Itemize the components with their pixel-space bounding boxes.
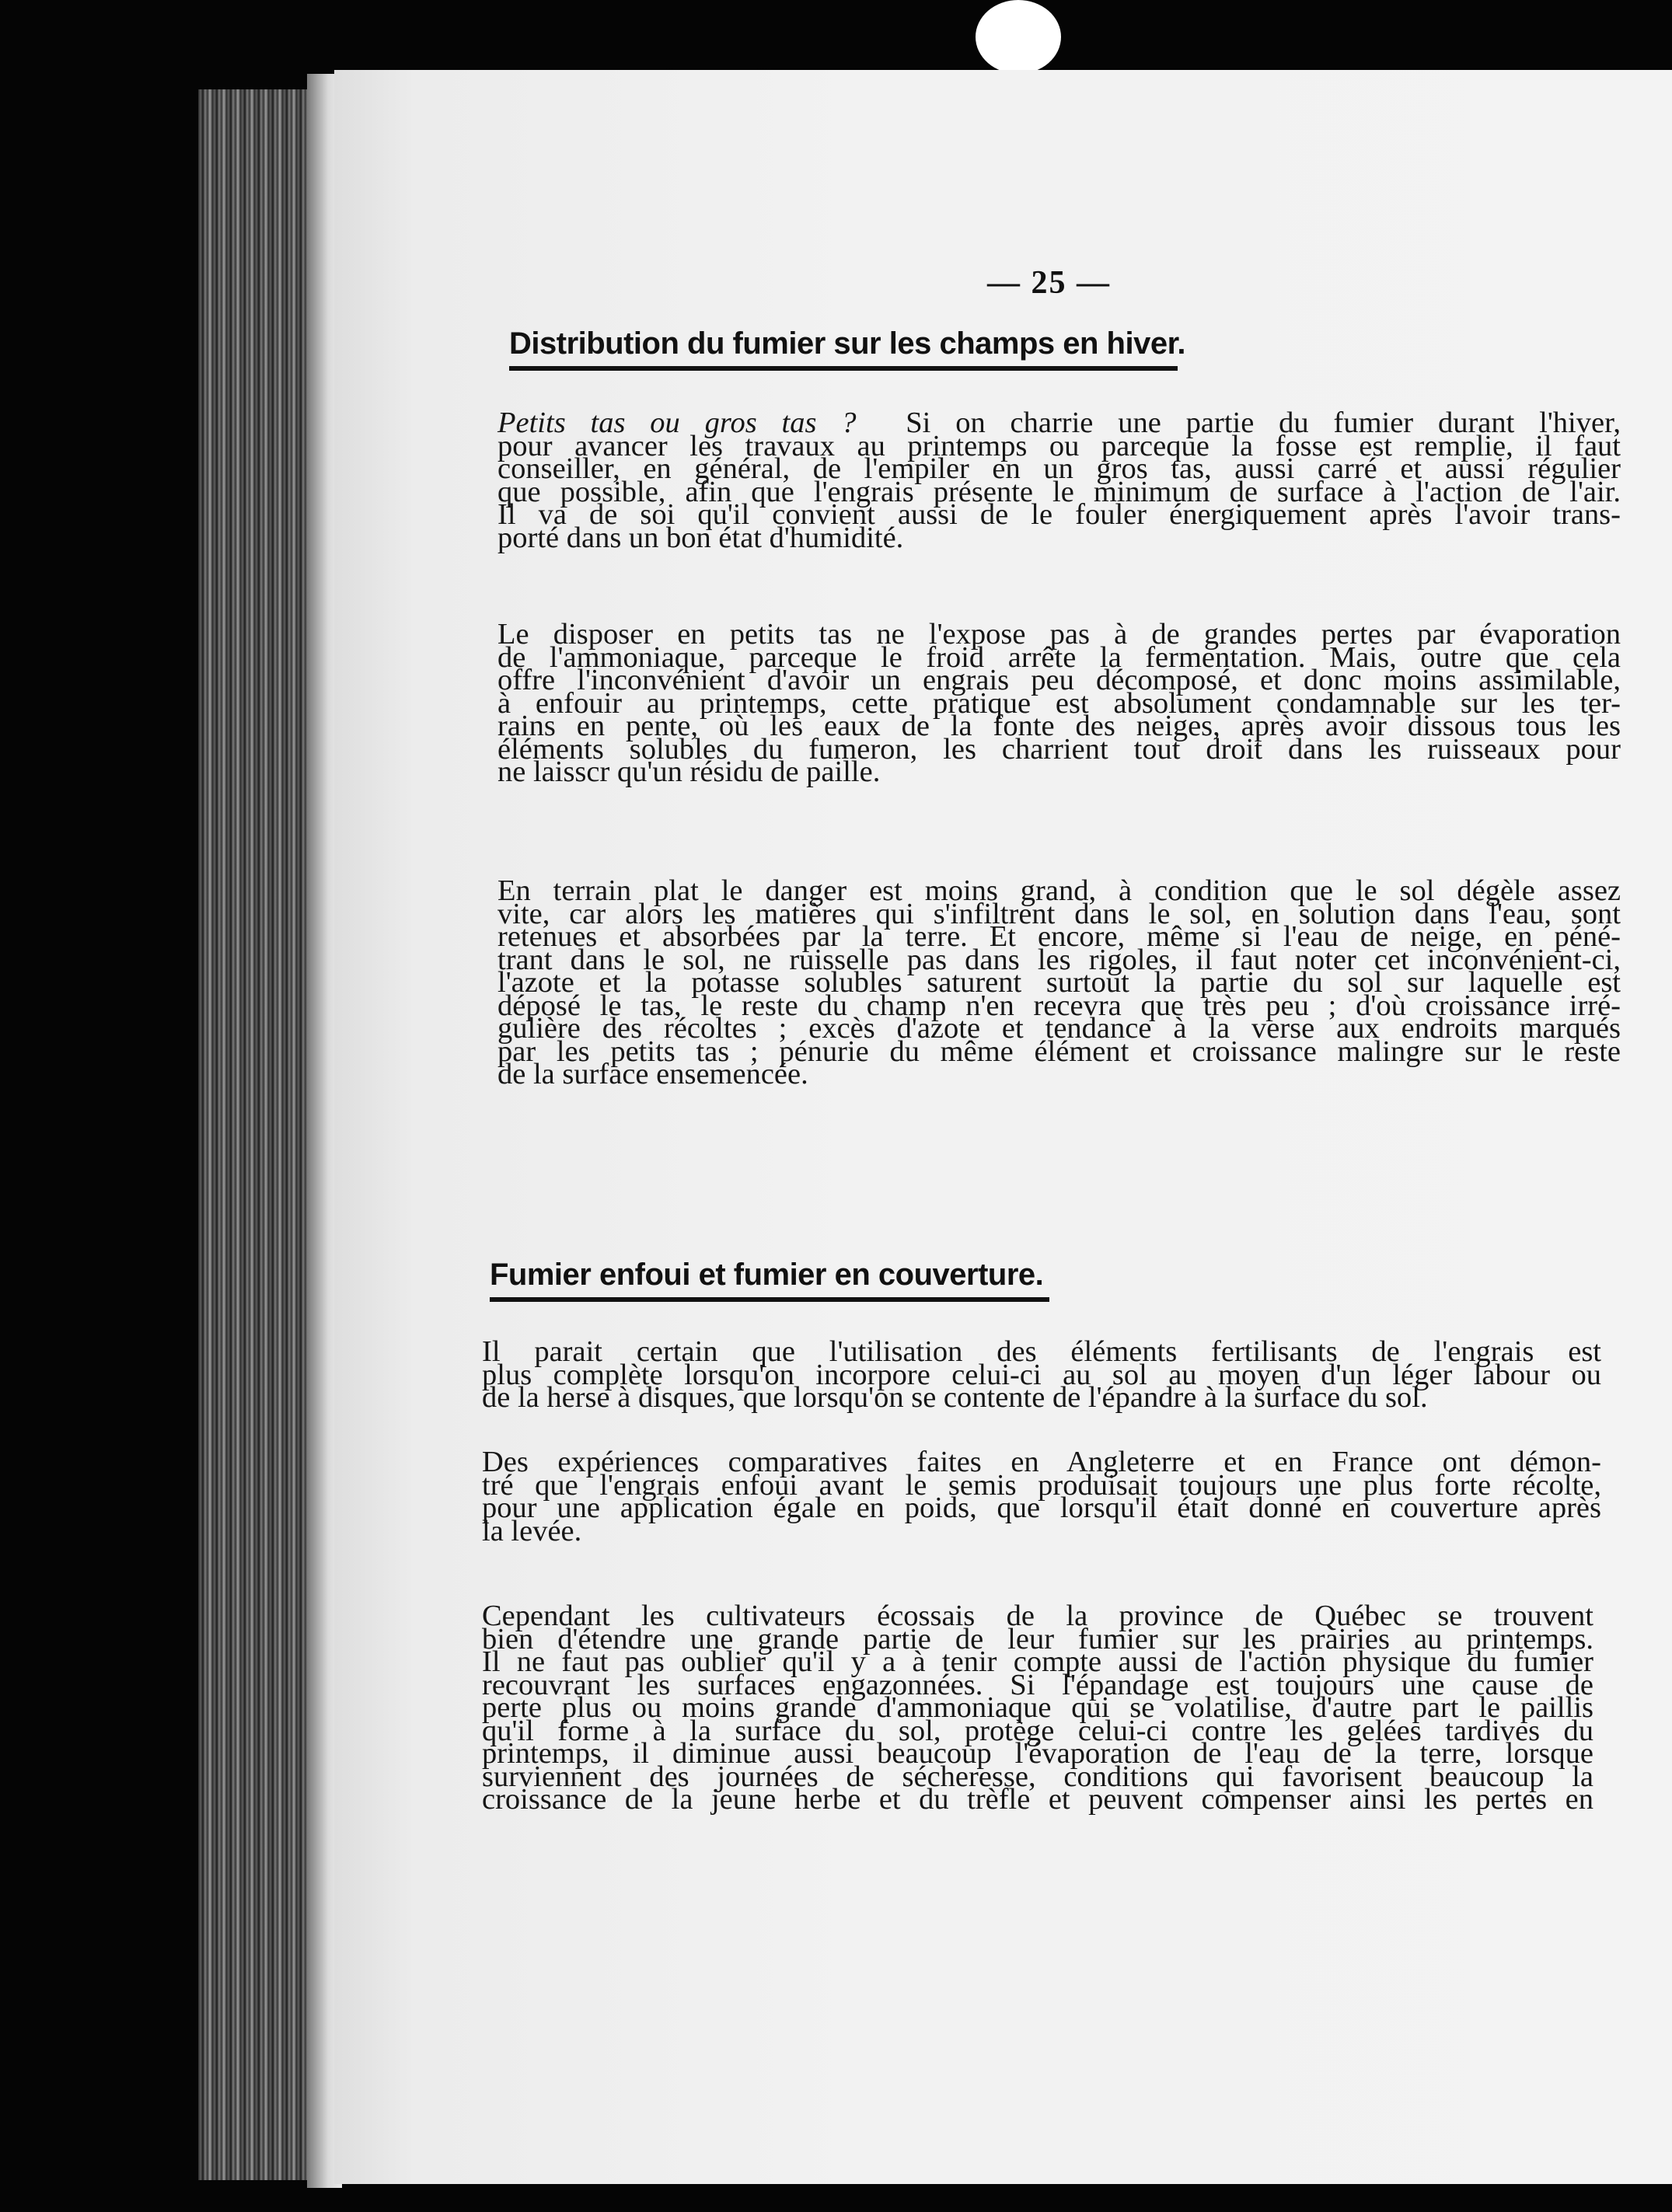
text-line: rains en pente, où les eaux de la fonte des neiges, après avoir dissous tous les bbox=[497, 710, 1621, 742]
text-line: porté dans un bon état d'humidité. bbox=[497, 521, 904, 554]
dust-spot bbox=[976, 0, 1061, 74]
text-line: surviennent des journées de sécheresse, conditions qui favorisent beaucoup la bbox=[482, 1760, 1593, 1793]
text-line: retenues et absorbées par la terre. Et encore, même si l'eau de neige, en péné- bbox=[497, 920, 1621, 953]
text-line: la levée. bbox=[482, 1514, 582, 1547]
text-line: gulière des récoltes ; excès d'azote et tendance à la verse aux endroits marqués bbox=[497, 1012, 1621, 1045]
text-line: trant dans le sol, ne ruisselle pas dans les rigoles, il faut noter cet inconvénient-ci, bbox=[497, 943, 1621, 976]
text-line: par les petits tas ; pénurie du même élément et croissance malingre sur le reste bbox=[497, 1034, 1621, 1068]
text-line: déposé le tas, le reste du champ n'en recevra que très peu ; d'où croissance irré- bbox=[497, 989, 1621, 1022]
text-line: éléments solubles du fumeron, les charrient tout droit dans les ruisseaux pour bbox=[497, 732, 1621, 766]
text-line: printemps, il diminue aussi beaucoup l'évaporation de l'eau de la terre, lorsque bbox=[482, 1737, 1593, 1770]
text-line: recouvrant les surfaces engazonnées. Si l'épandage est toujours une cause de bbox=[482, 1668, 1593, 1701]
text-line: l'azote et la potasse solubles saturent surtout la partie du sol sur laquelle est bbox=[497, 966, 1621, 999]
text-line: Il ne faut pas oublier qu'il y a à tenir compte aussi de l'action physique du fumier bbox=[482, 1645, 1593, 1678]
text-line: Le disposer en petits tas ne l'expose pas à de grandes pertes par évaporation bbox=[497, 618, 1621, 651]
paragraph bbox=[482, 1446, 1601, 1547]
text-line: pour une application égale en poids, que lorsqu'il était donné en couverture après bbox=[482, 1492, 1601, 1524]
italic-lead: Petits tas ou gros tas ? bbox=[497, 406, 857, 439]
text-line: Petits tas ou gros tas ? Si on charrie une partie du fumier durant l'hiver, bbox=[497, 406, 1621, 439]
text-line: croissance de la jeune herbe et du trèfle et peuvent compenser ainsi les pertes en bbox=[482, 1783, 1593, 1816]
text-line: à enfouir au printemps, cette pratique est absolument condamnable sur les ter- bbox=[497, 686, 1621, 720]
text-line: que possible, afin que l'engrais présente le minimum de surface à l'action de l'air. bbox=[497, 475, 1621, 508]
paragraph bbox=[497, 874, 1621, 1090]
paragraph bbox=[497, 618, 1621, 788]
section-heading-text: Distribution du fumier sur les champs en hiver. bbox=[509, 326, 1186, 361]
text-line: perte plus ou moins grande d'ammoniaque qui se volatilise, d'autre part le paillis bbox=[482, 1691, 1593, 1724]
text-line: de l'ammoniaque, parceque le froid arrête la fermentation. Mais, outre que cela bbox=[497, 640, 1621, 674]
text-line: Des expériences comparatives faites en Angleterre et en France ont démon- bbox=[482, 1446, 1601, 1478]
text-line: En terrain plat le danger est moins grand, à condition que le sol dégèle assez bbox=[497, 874, 1621, 907]
text-line: pour avancer les travaux au printemps ou parceque la fosse est remplie, il faut bbox=[497, 429, 1621, 462]
text-line: conseiller, en général, de l'empiler en un gros tas, aussi carré et aussi régulier bbox=[497, 452, 1621, 485]
section-heading-distribution bbox=[509, 326, 1186, 371]
paragraph bbox=[482, 1600, 1593, 1816]
text-line: de la herse à disques, que lorsqu'on se contente de l'épandre à la surface du sol. bbox=[482, 1381, 1428, 1414]
text-line: Il va de soi qu'il convient aussi de le fouler énergiquement après l'avoir trans- bbox=[497, 498, 1621, 531]
section-heading-fumier-enfoui bbox=[490, 1258, 1049, 1302]
text-line: bien d'étendre une grande partie de leur fumier sur les prairies au printemps. bbox=[482, 1622, 1593, 1656]
text-line: ne laisscr qu'un résidu de paille. bbox=[497, 755, 881, 788]
text-line: de la surface ensemencée. bbox=[497, 1058, 808, 1090]
heading-underline bbox=[490, 1297, 1049, 1302]
section-heading-text: Fumier enfoui et fumier en couverture. bbox=[490, 1258, 1044, 1292]
heading-underline bbox=[509, 366, 1178, 371]
text-line: Il parait certain que l'utilisation des éléments fertilisants de l'engrais est bbox=[482, 1335, 1601, 1368]
text-line: Cependant les cultivateurs écossais de la province de Québec se trouvent bbox=[482, 1600, 1593, 1632]
paragraph bbox=[482, 1335, 1601, 1414]
page-number: — 25 — bbox=[987, 265, 1111, 301]
paragraph bbox=[497, 406, 1621, 554]
text-line: qu'il forme à la surface du sol, protège celui-ci contre les gelées tardives du bbox=[482, 1714, 1593, 1747]
text-line: offre l'inconvénient d'avoir un engrais peu décomposé, et donc moins assimilable, bbox=[497, 664, 1621, 696]
text-line: plus complète lorsqu'on incorpore celui-ci au sol au moyen d'un léger labour ou bbox=[482, 1358, 1601, 1391]
text-line: vite, car alors les matières qui s'infiltrent dans le sol, en solution dans l'eau, sont bbox=[497, 897, 1621, 930]
book-page bbox=[334, 70, 1672, 2184]
text-line: tré que l'engrais enfoui avant le semis produisait toujours une plus forte récolte, bbox=[482, 1468, 1601, 1502]
